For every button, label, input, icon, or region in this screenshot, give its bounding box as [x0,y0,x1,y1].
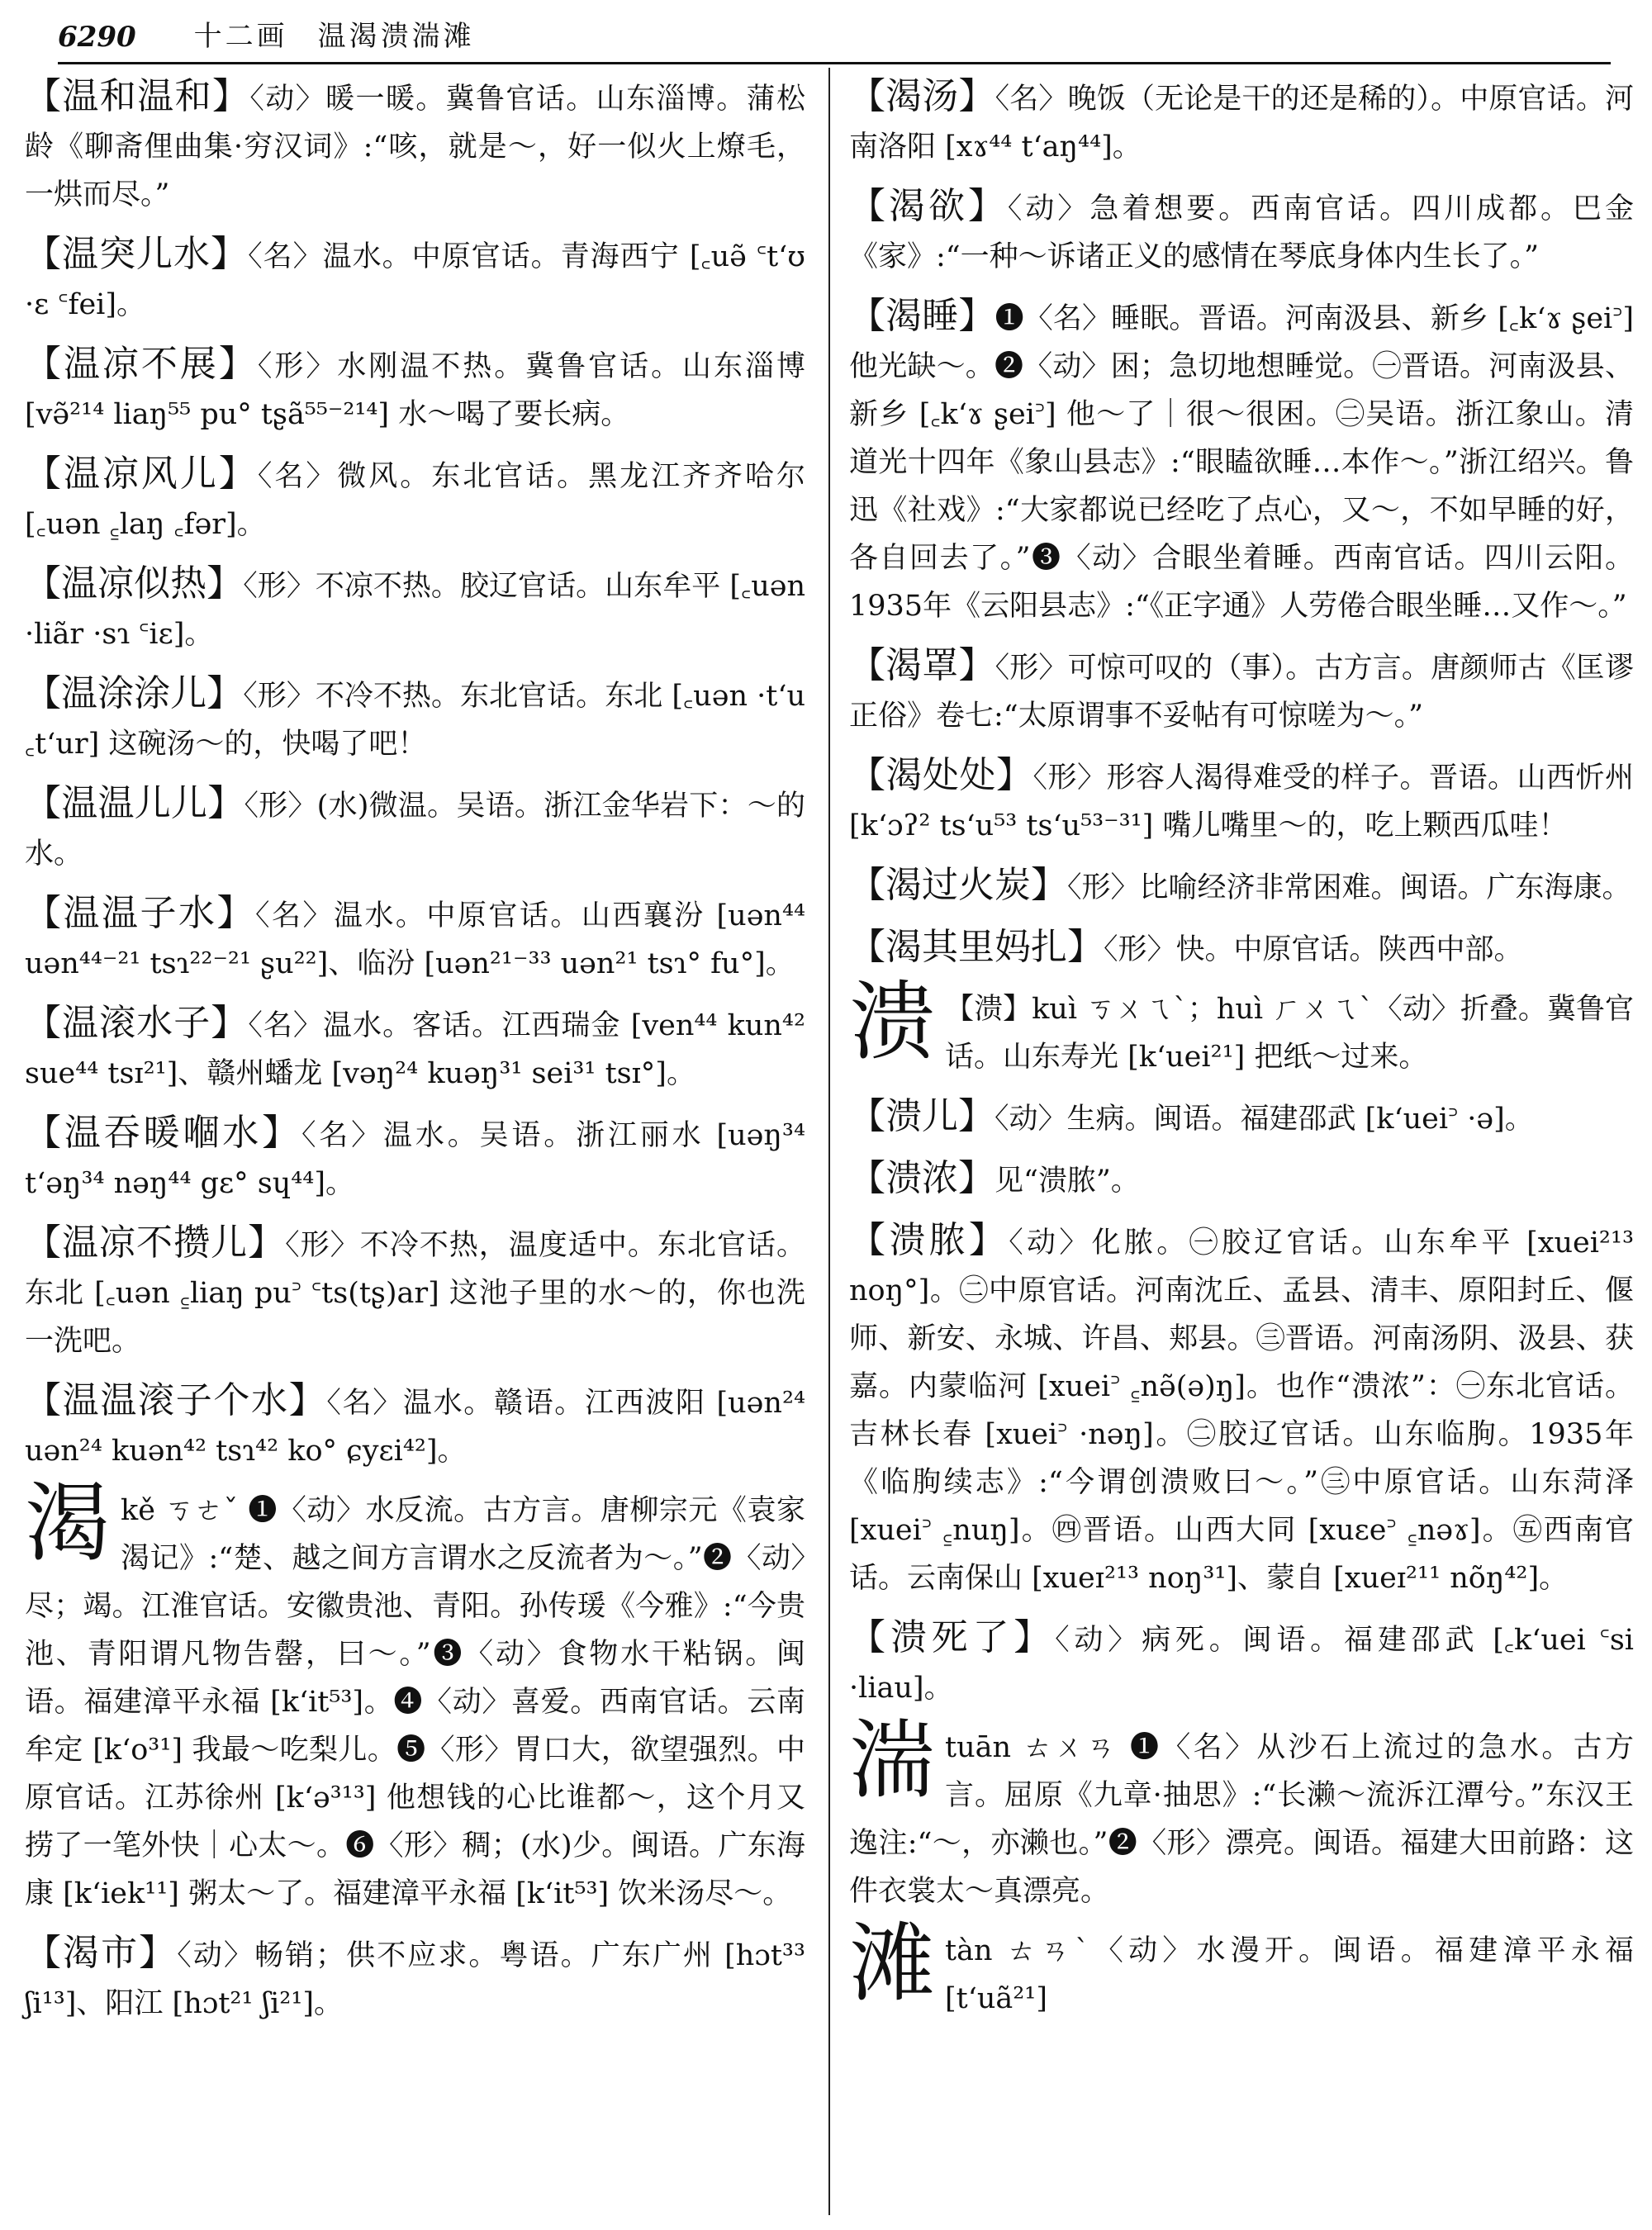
entry-text: 〈形〉水刚温不热。冀鲁官话。山东淄博 [və̃²¹⁴ liaŋ⁵⁵ pu° tʂã⁵⁵⁻²¹⁴] 水～喝了要长病。 [25,350,805,431]
entry-text: 〈名〉温水。赣语。江西波阳 [uən²⁴ uən²⁴ kuən⁴² tsɿ⁴² ko° ɕyɛi⁴²]。 [25,1387,806,1468]
entry-headword: 【温凉不展】 [25,343,258,385]
stroke-section: 十二画 [193,20,288,53]
entry-text: 见“溃脓”。 [995,1165,1140,1198]
entry-text: 〈名〉温水。中原官话。山西襄汾 [uən⁴⁴ uən⁴⁴⁻²¹ tsɿ²²⁻²¹ ʂu²²]、临汾 [uən²¹⁻³³ uən²¹ tsɿ° fu°]。 [25,899,806,980]
entry-headword: 【渴睡】 [849,295,995,337]
entry-headword: 【渴其里妈扎】 [849,926,1104,968]
entry [25,999,805,1098]
entry-text: 〈名〉微风。东北官话。黑龙江齐齐哈尔 [꜀uən ꜁laŋ ꜀fər]。 [25,460,805,541]
header-characters: 温渴溃湍滩 [317,20,475,53]
character-entry-text: tàn ㄊㄢˋ〈动〉水漫开。闽语。福建漳平永福 [tʻuã²¹] [945,1934,1634,2015]
entry-headword: 【温温儿儿】 [25,782,244,824]
entry [25,1219,805,1365]
character-entry-text: tuān ㄊㄨㄢ ❶〈名〉从沙石上流过的急水。古方言。屈原《九章·抽思》:“长濑～流泝江潭兮。”东汉王逸注:“～，亦濑也。”❷〈形〉漂亮。闽语。福建大田前路：这件衣裳太～真漂亮。 [849,1731,1634,1908]
entry-headword: 【溃脓】 [849,1219,1009,1261]
character-entry [849,971,1634,1081]
character-entry [849,1913,1634,2023]
entry-text: 〈名〉温水。吴语。浙江丽水 [uəŋ³⁴ tʻəŋ³⁴ nəŋ⁴⁴ gɛ° sɥ⁴⁴]。 [25,1119,805,1200]
head-character: 湍 [849,1710,936,1810]
character-entry-text: 【溃】kuì ㄎㄨㄟˋ；huì ㄏㄨㄟˋ〈动〉折叠。冀鲁官话。山东寿光 [kʻuei²¹] 把纸～过来。 [945,993,1634,1074]
entry-text: 〈动〉病死。闽语。福建邵武 [꜀kʻuei ꜂si ·liau]。 [849,1624,1634,1705]
entry-text: 〈名〉温水。客话。江西瑞金 [ven⁴⁴ kun⁴² sue⁴⁴ tsɪ²¹]、赣州蟠龙 [vəŋ²⁴ kuəŋ³¹ sei³¹ tsɪ°]。 [25,1009,805,1090]
entry-text: 〈形〉(水)微温。吴语。浙江金华岩下：～的水。 [25,790,806,871]
entry-text: 〈名〉温水。中原官话。青海西宁 [꜀uə̃ ꜂tʻʊ ·ɛ ꜂fei]。 [25,240,806,321]
entry [25,560,805,658]
entry [849,1093,1634,1143]
entry [25,73,805,219]
entry-text: 〈形〉快。中原官话。陕西中部。 [1104,933,1523,966]
entry-text: 〈形〉可惊可叹的（事）。古方言。唐颜师古《匡谬正俗》卷七:“太原谓事不妥帖有可惊嗟为～。” [849,652,1634,733]
entry [849,292,1634,630]
entry-headword: 【渴欲】 [849,185,1008,227]
entry [849,183,1634,281]
entry-text: 〈动〉急着想要。西南官话。四川成都。巴金《家》:“一种～诉诸正义的感情在琴底身体内生长了。” [849,192,1634,273]
entry [849,73,1634,171]
entry-text: ❶〈名〉睡眠。晋语。河南汲县、新乡 [꜀kʻɤ ʂei꜄] 他光缺～。❷〈动〉困；急切地想睡觉。㊀晋语。河南汲县、新乡 [꜀kʻɤ ʂei꜄] 他～了｜很～很困。㊁吴语。浙江象山。清道光十四年《象山县志》:“眼瞌欲睡…本作～。”浙江绍兴。鲁迅《社戏》:“大家都说已经吃了点心，又～，不如早睡的好，各自回去了。”❸〈动〉合眼坐着睡。西南官话。四川云阳。1935年《云阳县志》:“《正字通》人劳倦合眼坐睡…又作～。” [849,302,1634,623]
entry-text: 〈形〉形容人渴得难受的样子。晋语。山西忻州 [kʻɔʔ² tsʻu⁵³ tsʻu⁵³⁻³¹] 嘴儿嘴里～的，吃上颗西瓜哇！ [849,762,1634,842]
entry [849,752,1634,850]
entry-headword: 【渴过火炭】 [849,864,1067,906]
entry [25,1109,805,1208]
entry [25,450,805,548]
entry-headword: 【溃死了】 [849,1616,1056,1658]
entry-text: 〈形〉不冷不热，温度适中。东北官话。东北 [꜀uən ꜁liaŋ pu꜄ ꜂ts(tʂ)ar] 这池子里的水～的，你也洗一洗吧。 [25,1229,805,1358]
page-number: 6290 [58,21,136,54]
entry-headword: 【渴市】 [25,1932,178,1974]
entry-text: 〈动〉化脓。㊀胶辽官话。山东牟平 [xuei²¹³ noŋ°]。㊁中原官话。河南沈丘、孟县、清丰、原阳封丘、偃师、新安、永城、许昌、郏县。㊂晋语。河南汤阴、汲县、获嘉。内蒙临河 [xuei꜄ ꜁nə̃(ə)ŋ]。也作“溃浓”：㊀东北官话。吉林长春 [xuei꜄ ·nəŋ]。㊁胶辽官话。山东临朐。1935年《临朐续志》:“今谓创溃败曰～。”㊂中原官话。山东菏泽 [xuei꜄ ꜁nuŋ]。㊃晋语。山西大同 [xuɛe꜄ ꜁nəɤ]。㊄西南官话。云南保山 [xueɪ²¹³ noŋ³¹]、蒙自 [xueɪ²¹¹ nõŋ⁴²]。 [849,1226,1635,1595]
entry-headword: 【温凉风儿】 [25,453,258,495]
entry-text: 〈名〉晚饭（无论是干的还是稀的）。中原官话。河南洛阳 [xɤ⁴⁴ tʻaŋ⁴⁴]。 [849,83,1634,164]
left-column [25,73,805,2039]
entry-text: 〈动〉畅销；供不应求。粤语。广东广州 [hɔt³³ ʃi¹³]、阳江 [hɔt²¹ ʃi²¹]。 [25,1939,805,2020]
entry-headword: 【温吞暖嗰水】 [25,1112,301,1154]
entry-headword: 【温滚水子】 [25,1002,249,1044]
entry [849,861,1634,912]
entry [25,780,805,878]
entry [849,923,1634,974]
entry [25,340,805,439]
character-entry [25,1473,805,1918]
entry [25,230,805,329]
character-entry [849,1710,1634,1915]
entry-headword: 【温凉不攒儿】 [25,1222,286,1264]
column-divider [828,68,830,2215]
entry-text: 〈形〉不凉不热。胶辽官话。山东牟平 [꜀uən ·liãr ·sɿ ꜂iɛ]。 [25,570,805,651]
entry-headword: 【温温子水】 [25,892,255,934]
entry-headword: 【温凉似热】 [25,562,244,605]
entry [25,1377,805,1475]
entry-headword: 【溃浓】 [849,1157,995,1199]
entry-headword: 【渴罩】 [849,644,995,686]
entry-headword: 【温涂涂儿】 [25,672,244,714]
entry-headword: 【溃儿】 [849,1095,995,1137]
entry [849,1217,1634,1602]
entry-headword: 【温突儿水】 [25,233,249,275]
head-character: 滩 [849,1913,936,2014]
entry-text: 〈动〉生病。闽语。福建邵武 [kʻuei꜄ ·ə]。 [995,1103,1534,1136]
entry-text: 〈形〉比喻经济非常困难。闽语。广东海康。 [1067,871,1631,904]
head-character: 渴 [25,1473,112,1573]
entry [849,1614,1634,1712]
entry-headword: 【温温滚子个水】 [25,1379,327,1421]
entry [25,670,805,768]
entry-text: 〈动〉暖一暖。冀鲁官话。山东淄博。蒲松龄《聊斋俚曲集·穷汉词》:“咳，就是～，好一似火上燎毛，一烘而尽。” [25,83,805,211]
page-header [58,12,1611,64]
head-character: 溃 [849,971,936,1072]
entry-headword: 【渴汤】 [849,75,995,117]
entry-text: 〈形〉不冷不热。东北官话。东北 [꜀uən ·tʻu ꜀tʻur] 这碗汤～的，快喝了吧！ [25,680,806,761]
entry-headword: 【渴处处】 [849,754,1033,796]
right-column [849,73,1634,2034]
entry [25,1929,805,2028]
entry-headword: 【温和温和】 [25,75,250,117]
character-entry-text: kě ㄎㄜˇ ❶〈动〉水反流。古方言。唐柳宗元《袁家渴记》:“楚、越之间方言谓水之反流者为～。”❷〈动〉尽；竭。江淮官话。安徽贵池、青阳。孙传瑗《今雅》:“今贵池、青阳谓凡物告罄，曰～。”❸〈动〉食物水干粘锅。闽语。福建漳平永福 [kʻit⁵³]。❹〈动〉喜爱。西南官话。云南牟定 [kʻo³¹] 我最～吃梨儿。❺〈形〉胃口大，欲望强烈。中原官话。江苏徐州 [kʻə³¹³] 他想钱的心比谁都～，这个月又捞了一笔外快｜心太～。❻〈形〉稠；(水)少。闽语。广东海康 [kʻiek¹¹] 粥太～了。福建漳平永福 [kʻit⁵³] 饮米汤尽～。 [25,1494,805,1910]
entry [849,1155,1634,1205]
entry [849,642,1634,740]
entry [25,890,805,988]
